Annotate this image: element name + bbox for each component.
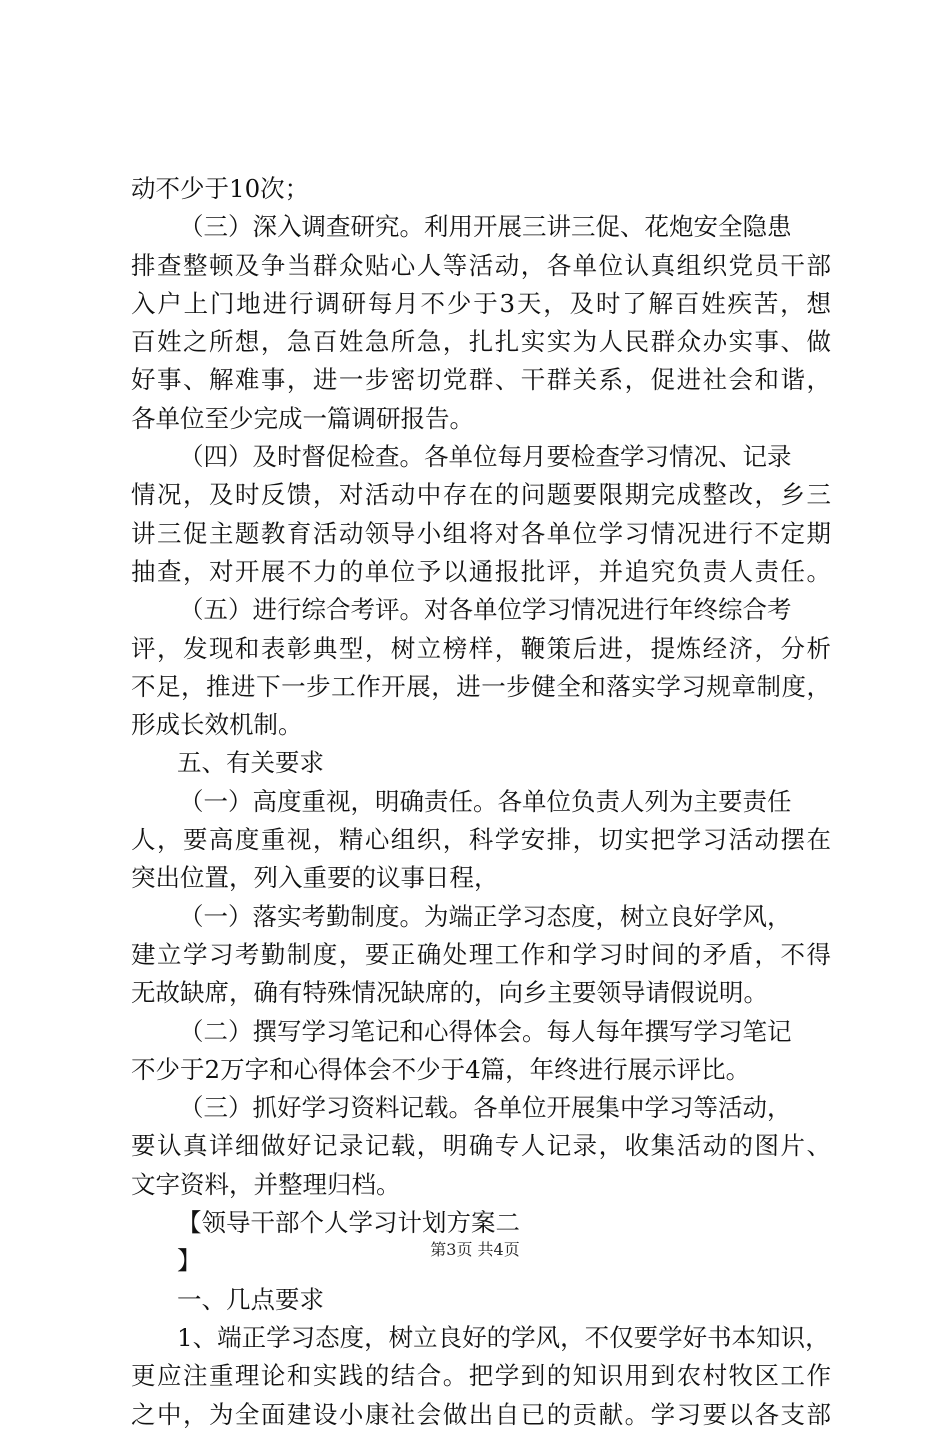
section-heading: 一、几点要求 (177, 1284, 324, 1314)
text-line: 更应注重理论和实践的结合。把学到的知识用到农村牧区工作 (131, 1361, 831, 1391)
text-line: 文字资料，并整理归档。 (131, 1169, 401, 1199)
text-line: 好事、解难事，进一步密切党群、干群关系，促进社会和谐， (131, 365, 831, 395)
text-line: 无故缺席，确有特殊情况缺席的，向乡主要领导请假说明。 (131, 978, 768, 1008)
text-line: 评，发现和表彰典型，树立榜样，鞭策后进，提炼经济，分析 (131, 633, 831, 663)
text-line: 人，要高度重视，精心组织，科学安排，切实把学习活动摆在 (131, 825, 831, 855)
text-line: 抽查，对开展不力的单位予以通报批评，并追究负责人责任。 (131, 556, 831, 586)
text-line: 要认真详细做好记录记载，明确专人记录，收集活动的图片、 (131, 1131, 831, 1161)
text-line: 不足，推进下一步工作开展，进一步健全和落实学习规章制度， (131, 671, 831, 701)
page-number: 第3页 共4页 (430, 1240, 520, 1259)
text-line: 不少于2万字和心得体会不少于4篇，年终进行展示评比。 (131, 1054, 751, 1084)
text-line: （一）高度重视，明确责任。各单位负责人列为主要责任 (179, 786, 792, 816)
text-line: 建立学习考勤制度，要正确处理工作和学习时间的矛盾，不得 (131, 939, 831, 969)
text-line: 入户上门地进行调研每月不少于3天，及时了解百姓疾苦，想 (131, 288, 831, 318)
text-line: 各单位至少完成一篇调研报告。 (131, 403, 474, 433)
text-line: （五）进行综合考评。对各单位学习情况进行年终综合考 (179, 595, 792, 625)
text-line: 1、端正学习态度，树立良好的学风，不仅要学好书本知识， (177, 1322, 830, 1352)
text-line: 动不少于10次； (131, 174, 310, 203)
section-heading: 五、有关要求 (177, 748, 324, 778)
text-line: （二）撰写学习笔记和心得体会。每人每年撰写学习笔记 (179, 1016, 792, 1046)
text-line: 之中，为全面建设小康社会做出自已的贡献。学习要以各支部 (131, 1399, 831, 1429)
text-line: （四）及时督促检查。各单位每月要检查学习情况、记录 (179, 442, 792, 472)
text-line: 排查整顿及争当群众贴心人等活动，各单位认真组织党员干部 (131, 250, 831, 280)
text-line: 形成长效机制。 (131, 710, 303, 740)
text-line: （三）深入调查研究。利用开展三讲三促、花炮安全隐患 (179, 212, 792, 242)
text-line: 讲三促主题教育活动领导小组将对各单位学习情况进行不定期 (131, 518, 831, 548)
text-line: 突出位置，列入重要的议事日程， (131, 863, 499, 893)
section-heading: 】 (177, 1246, 202, 1276)
text-line: （一）落实考勤制度。为端正学习态度，树立良好学风， (179, 901, 792, 931)
text-line: （三）抓好学习资料记载。各单位开展集中学习等活动， (179, 1093, 792, 1123)
text-line: 百姓之所想，急百姓急所急，扎扎实实为人民群众办实事、做 (131, 327, 831, 357)
section-heading: 【领导干部个人学习计划方案二 (177, 1208, 520, 1238)
text-line: 情况，及时反馈，对活动中存在的问题要限期完成整改，乡三 (131, 480, 831, 510)
